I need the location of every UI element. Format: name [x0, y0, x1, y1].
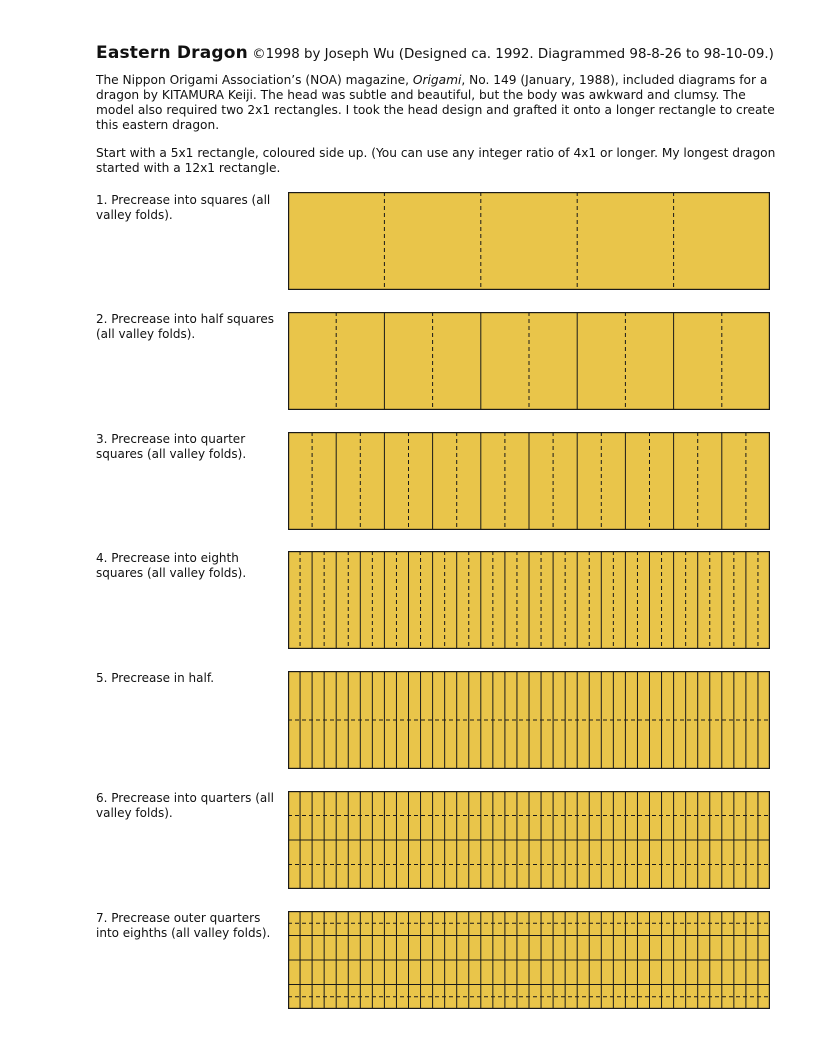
- step-5-diagram: [288, 671, 770, 769]
- magazine-name: Origami: [412, 73, 462, 87]
- step-6-label: 6. Precrease into quarters (all valley folds).: [96, 791, 274, 820]
- step-2-label: 2. Precrease into half squares (all valley folds).: [96, 312, 275, 341]
- step-5-label: 5. Precrease in half.: [96, 671, 215, 685]
- step-4-label: 4. Precrease into eighth squares (all valley folds).: [96, 551, 247, 580]
- intro-text-b: , No. 149 (January, 1988), included diagrams for a dragon by KITAMURA Keiji. The head was subtle and beautiful, but the body was awkward and clumsy. The model also required two 2x1 rectangles. I took the head design and grafted it onto a longer rectangle to create this eastern dragon.: [96, 73, 775, 132]
- step-2-diagram: [288, 312, 770, 410]
- page-title: [96, 44, 786, 64]
- intro-text-a: The Nippon Origami Association’s (NOA) magazine,: [96, 73, 413, 87]
- step-6-diagram: [288, 791, 770, 889]
- step-7-diagram: [288, 911, 770, 1009]
- intro-paragraph: [96, 73, 776, 133]
- design-note: (Designed ca. 1992. Diagrammed 98-8-26 to 98-10-09.): [398, 47, 774, 62]
- paper-rectangle: [289, 193, 770, 290]
- start-paragraph: Start with a 5x1 rectangle, coloured side up. (You can use any integer ratio of 4x1 or longer. My longest dragon started with a 12x1 rectangle.: [96, 146, 776, 175]
- title: Eastern Dragon: [96, 43, 248, 63]
- step-3-diagram: [288, 432, 770, 530]
- step-4-diagram: [288, 551, 770, 649]
- copyright: ©1998 by Joseph Wu: [247, 47, 399, 62]
- step-7-label: 7. Precrease outer quarters into eighths (all valley folds).: [96, 911, 271, 940]
- step-1-label: 1. Precrease into squares (all valley folds).: [96, 193, 271, 222]
- step-1-diagram: [288, 192, 770, 290]
- step-3-label: 3. Precrease into quarter squares (all valley folds).: [96, 432, 247, 461]
